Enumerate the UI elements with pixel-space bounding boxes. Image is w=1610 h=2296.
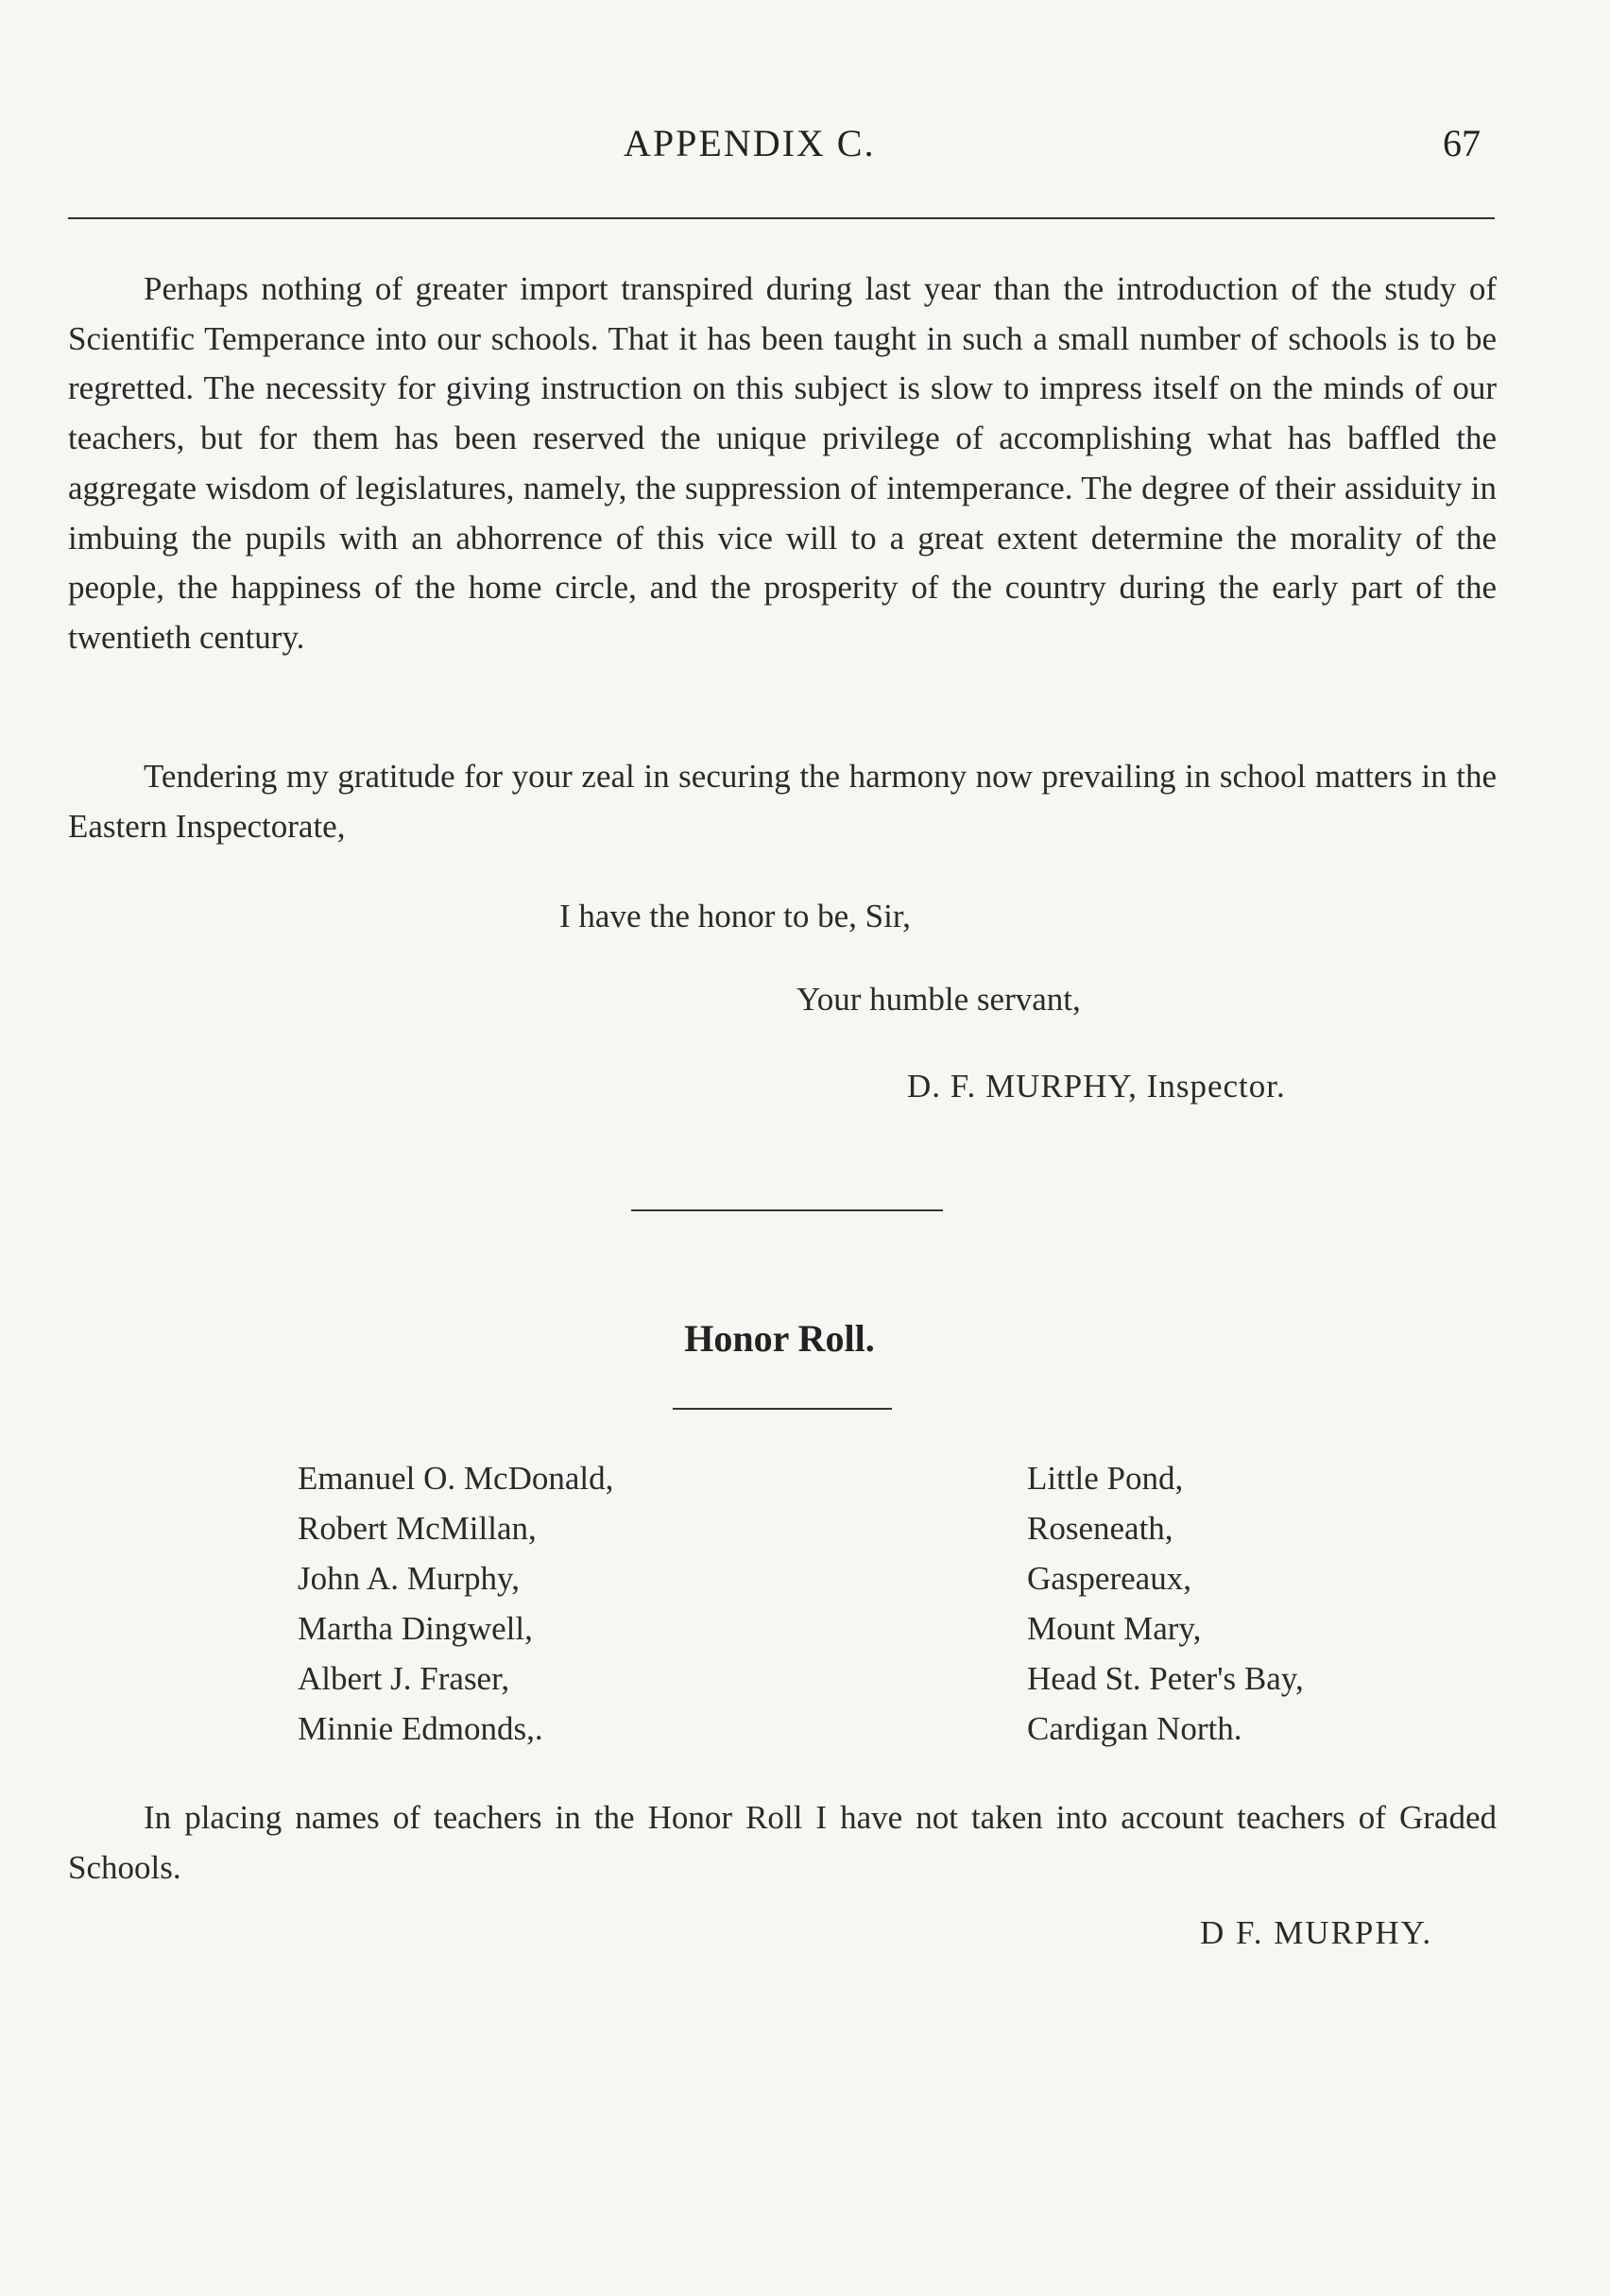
school-place: Cardigan North. — [1027, 1710, 1242, 1747]
section-divider — [631, 1209, 943, 1211]
honor-roll-heading: Honor Roll. — [684, 1317, 875, 1360]
header-rule — [68, 217, 1495, 219]
teacher-name: Martha Dingwell, — [298, 1610, 533, 1647]
school-place: Head St. Peter's Bay, — [1027, 1660, 1304, 1697]
running-head: APPENDIX C. — [624, 122, 876, 164]
inspector-signature: D. F. MURPHY, Inspector. — [907, 1068, 1286, 1105]
teacher-name: Minnie Edmonds,. — [298, 1710, 543, 1747]
honor-roll-note: In placing names of teachers in the Honor Roll I have not taken into account teachers of Graded Schools. — [68, 1799, 1497, 1886]
teacher-name: Emanuel O. McDonald, — [298, 1460, 614, 1497]
teacher-name: Albert J. Fraser, — [298, 1660, 510, 1697]
honor-roll-names — [298, 1453, 613, 1754]
honor-roll-places — [1027, 1453, 1304, 1754]
body-paragraph: Tendering my gratitude for your zeal in securing the harmony now prevailing in school matters in the Eastern Inspectorate, — [68, 758, 1497, 845]
honor-roll-rule — [673, 1408, 892, 1410]
teacher-name: Robert McMillan, — [298, 1510, 537, 1547]
teacher-name: John A. Murphy, — [298, 1560, 520, 1597]
closing-valediction: Your humble servant, — [796, 981, 1081, 1018]
page-number: 67 — [1443, 122, 1481, 164]
final-signature: D F. MURPHY. — [1200, 1914, 1433, 1951]
school-place: Mount Mary, — [1027, 1610, 1202, 1647]
body-paragraph: Perhaps nothing of greater import transpired during last year than the introduction of the study of Scientific Temperance into our schools. That it has been taught in such a small number of schools is to be regretted. The necessity for giving instruction on this subject is slow to impress itself on the minds of our teachers, but for them has been reserved the unique privilege of accomplishing what has baffled the aggregate wisdom of legislatures, namely, the suppression of intemperance. The degree of their assiduity in imbuing the pupils with an abhorrence of this vice will to a great extent determine the morality of the people, the happiness of the home circle, and the prosperity of the country during the early part of the twentieth century. — [68, 270, 1497, 656]
school-place: Little Pond, — [1027, 1460, 1184, 1497]
closing-salutation: I have the honor to be, Sir, — [559, 898, 911, 934]
school-place: Gaspereaux, — [1027, 1560, 1191, 1597]
school-place: Roseneath, — [1027, 1510, 1173, 1547]
